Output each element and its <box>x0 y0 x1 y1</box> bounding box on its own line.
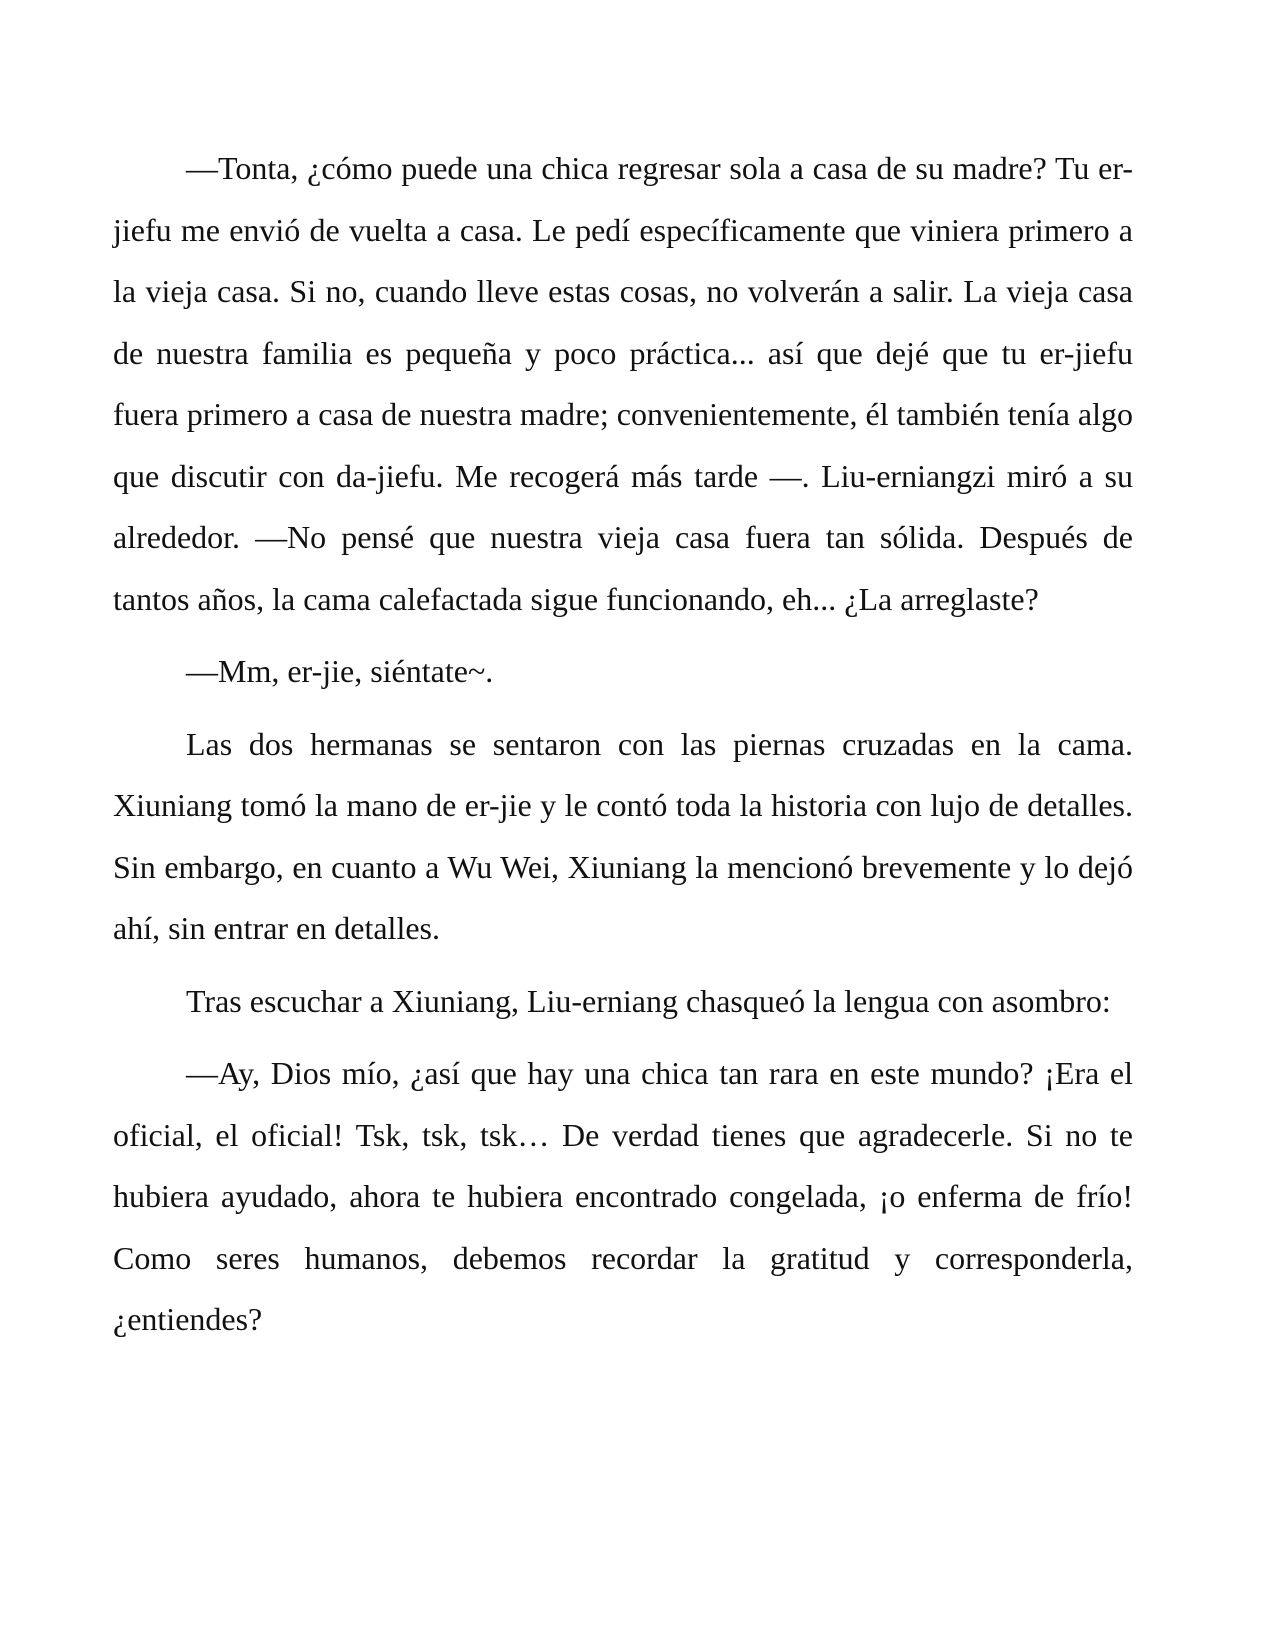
paragraph: —Mm, er-jie, siéntate~. <box>186 653 494 689</box>
paragraph: —Ay, Dios mío, ¿así que hay una chica tan rara en este mundo? ¡Era el oficial, el oficial! Tsk, tsk, tsk… De verdad tienes que agradecerle. Si no te hubiera ayudado, ahora te hubiera encontrado congelada, ¡o enferma de frío! Como seres humanos, debemos recordar la gratitud y corresponderla, ¿entiendes? <box>113 1055 1133 1337</box>
document-page <box>113 138 1133 1362</box>
paragraph: Las dos hermanas se sentaron con las piernas cruzadas en la cama. Xiuniang tomó la mano de er-jie y le contó toda la historia con lujo de detalles. Sin embargo, en cuanto a Wu Wei, Xiuniang la mencionó brevemente y lo dejó ahí, sin entrar en detalles. <box>113 725 1133 946</box>
paragraph: —Tonta, ¿cómo puede una chica regresar sola a casa de su madre? Tu er-jiefu me envió de vuelta a casa. Le pedí específicamente que viniera primero a la vieja casa. Si no, cuando lleve estas cosas, no volverán a salir. La vieja casa de nuestra familia es pequeña y poco práctica... así que dejé que tu er-jiefu fuera primero a casa de nuestra madre; convenientemente, él también tenía algo que discutir con da-jiefu. Me recogerá más tarde —. Liu-erniangzi miró a su alrededor. —No pensé que nuestra vieja casa fuera tan sólida. Después de tantos años, la cama calefactada sigue funcionando, eh... ¿La arreglaste? <box>113 150 1133 617</box>
paragraph: Tras escuchar a Xiuniang, Liu-erniang chasqueó la lengua con asombro: <box>186 982 1111 1019</box>
